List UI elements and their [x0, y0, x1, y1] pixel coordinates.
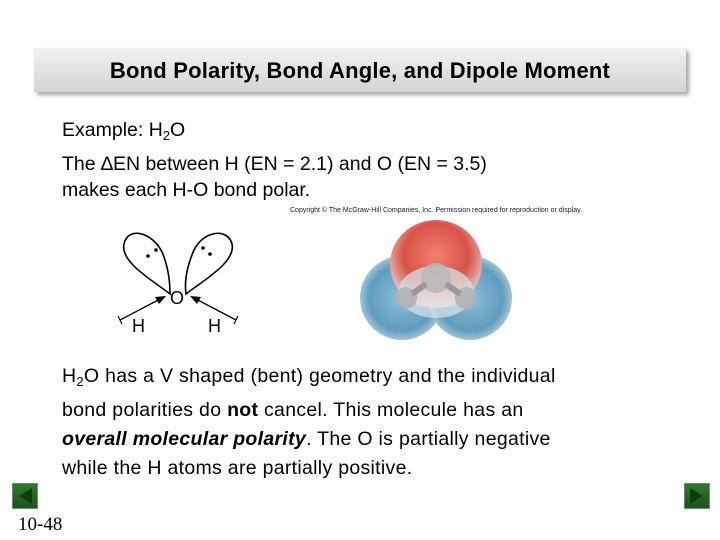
triangle-left-icon: [13, 484, 37, 508]
en-line-1: The ∆EN between H (EN = 2.1) and O (EN = 3.5): [62, 153, 487, 175]
text-segment: . The O is partially negative: [306, 428, 551, 450]
electron-dot: [201, 246, 205, 250]
text-segment: bond polarities do: [62, 399, 228, 421]
title-bar: [34, 48, 686, 92]
oxygen-core: [421, 263, 451, 293]
previous-slide-button[interactable]: [12, 483, 38, 509]
subscript-2: 2: [76, 374, 84, 389]
emphasis-not: not: [227, 399, 259, 421]
triangle-right-icon: [685, 484, 709, 508]
water-lewis-diagram: [100, 220, 260, 340]
lone-pair-lobe-left: [124, 233, 170, 294]
example-prefix: Example: H: [62, 119, 163, 141]
paragraph-line-3: [62, 425, 682, 454]
example-subscript: 2: [162, 128, 171, 143]
example-suffix: O: [170, 119, 186, 141]
electron-dot: [208, 252, 212, 256]
text-segment: cancel. This molecule has an: [258, 399, 524, 421]
dipole-arrowhead-right: [190, 296, 201, 304]
paragraph-line-1: [62, 362, 682, 396]
paragraph-line-4: while the H atoms are partially positive.: [62, 457, 413, 479]
explanation-paragraph: [62, 362, 682, 483]
hydrogen-label-right: H: [208, 316, 221, 336]
text-segment: O has a V shaped (bent) geometry and the individual: [83, 365, 556, 387]
hydrogen-label-left: H: [132, 316, 145, 336]
example-line: [62, 118, 185, 148]
slide-title: Bond Polarity, Bond Angle, and Dipole Moment: [109, 58, 611, 83]
en-line-2: makes each H-O bond polar.: [62, 179, 311, 201]
emphasis-overall-polarity: overall molecular polarity: [62, 428, 307, 450]
electron-dot: [154, 248, 158, 252]
lone-pair-lobe-right: [185, 233, 232, 294]
oxygen-label: O: [170, 288, 185, 308]
electron-dot: [146, 254, 150, 258]
paragraph-line-2: [62, 396, 682, 425]
text-h: H: [62, 365, 77, 387]
slide-number: 10-48: [18, 514, 63, 535]
next-slide-button[interactable]: [684, 483, 710, 509]
electrostatic-potential-map: [358, 218, 514, 348]
dipole-arrowhead-left: [155, 296, 166, 304]
copyright-notice: Copyright © The McGraw-Hill Companies, Inc. Permission required for reproduction or display.: [290, 207, 583, 214]
